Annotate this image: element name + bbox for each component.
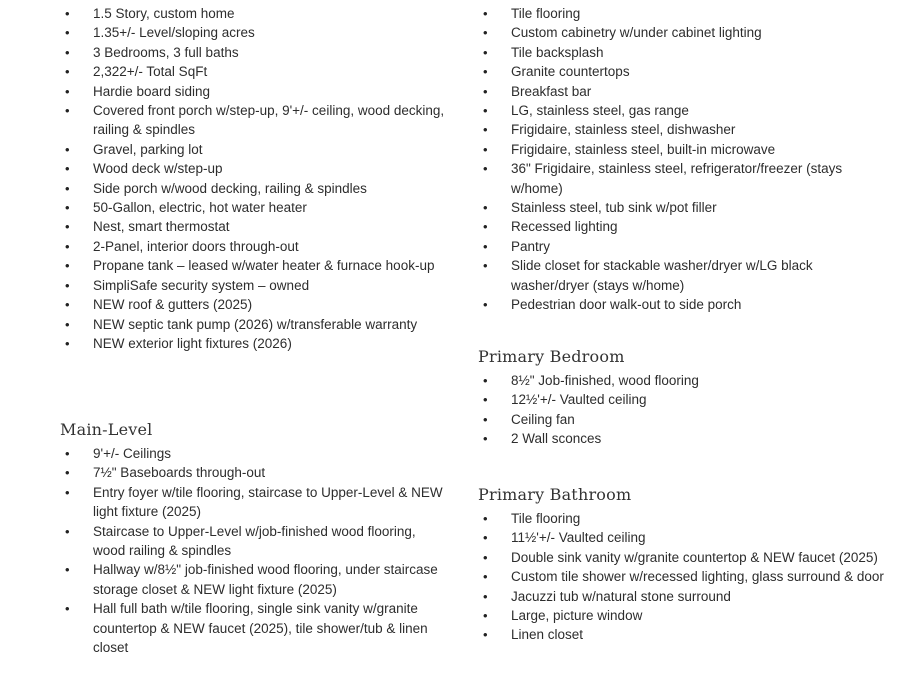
list-item: • 12½'+/- Vaulted ceiling	[478, 390, 893, 409]
list-item: • Stainless steel, tub sink w/pot filler	[478, 198, 893, 217]
list-item: • Side porch w/wood decking, railing & spindles	[60, 179, 445, 198]
list-item: • 11½'+/- Vaulted ceiling	[478, 528, 893, 547]
list-item: • Propane tank – leased w/water heater & furnace hook-up	[60, 256, 445, 275]
exterior-list	[60, 4, 445, 353]
list-item: • Frigidaire, stainless steel, built-in microwave	[478, 140, 893, 159]
list-item: • Custom cabinetry w/under cabinet lighting	[478, 23, 893, 42]
list-item: • Hallway w/8½" job-finished wood flooring, under staircase storage closet & NEW light fixture (2025)	[60, 560, 445, 599]
list-item: • Custom tile shower w/recessed lighting, glass surround & door	[478, 567, 893, 586]
list-item: • Tile flooring	[478, 509, 893, 528]
list-item: • 9'+/- Ceilings	[60, 444, 445, 463]
list-item: • NEW roof & gutters (2025)	[60, 295, 445, 314]
list-item: • Double sink vanity w/granite countertop & NEW faucet (2025)	[478, 548, 893, 567]
list-item: • 7½" Baseboards through-out	[60, 463, 445, 482]
list-item: • Tile flooring	[478, 4, 893, 23]
list-item: • Ceiling fan	[478, 410, 893, 429]
list-item: • NEW septic tank pump (2026) w/transferable warranty	[60, 315, 445, 334]
list-item: • 2 Wall sconces	[478, 429, 893, 448]
list-item: • Slide closet for stackable washer/dryer w/LG black washer/dryer (stays w/home)	[478, 256, 893, 295]
list-item: • 1.5 Story, custom home	[60, 4, 445, 23]
kitchen-list	[478, 4, 893, 315]
list-item: • Large, picture window	[478, 606, 893, 625]
primary-bedroom-heading: Primary Bedroom	[478, 347, 625, 366]
kitchen-section	[478, 4, 893, 315]
main-level-section	[60, 419, 445, 657]
list-item: • 1.35+/- Level/sloping acres	[60, 23, 445, 42]
list-item: • Entry foyer w/tile flooring, staircase to Upper-Level & NEW light fixture (2025)	[60, 483, 445, 522]
list-item: • Hall full bath w/tile flooring, single sink vanity w/granite countertop & NEW faucet (2025), tile shower/tub & linen closet	[60, 599, 445, 657]
exterior-section	[60, 4, 445, 353]
list-item: • Covered front porch w/step-up, 9'+/- ceiling, wood decking, railing & spindles	[60, 101, 445, 140]
list-item: • Tile backsplash	[478, 43, 893, 62]
list-item: • Pedestrian door walk-out to side porch	[478, 295, 893, 314]
list-item: • NEW exterior light fixtures (2026)	[60, 334, 445, 353]
list-item: • Granite countertops	[478, 62, 893, 81]
main-level-list	[60, 444, 445, 657]
list-item: • 50-Gallon, electric, hot water heater	[60, 198, 445, 217]
list-item: • LG, stainless steel, gas range	[478, 101, 893, 120]
list-item: • Breakfast bar	[478, 82, 893, 101]
list-item: • Linen closet	[478, 625, 893, 644]
list-item: • Nest, smart thermostat	[60, 217, 445, 236]
main-level-heading: Main-Level	[60, 420, 153, 439]
list-item: • SimpliSafe security system – owned	[60, 276, 445, 295]
list-item: • Gravel, parking lot	[60, 140, 445, 159]
list-item: • Recessed lighting	[478, 217, 893, 236]
primary-bedroom-list	[478, 371, 893, 449]
list-item: • Jacuzzi tub w/natural stone surround	[478, 587, 893, 606]
list-item: • 3 Bedrooms, 3 full baths	[60, 43, 445, 62]
primary-bathroom-section	[478, 484, 893, 645]
primary-bedroom-section	[478, 346, 893, 449]
list-item: • Staircase to Upper-Level w/job-finished wood flooring, wood railing & spindles	[60, 522, 445, 561]
primary-bathroom-heading: Primary Bathroom	[478, 485, 632, 504]
list-item: • Pantry	[478, 237, 893, 256]
list-item: • Frigidaire, stainless steel, dishwasher	[478, 120, 893, 139]
list-item: • Hardie board siding	[60, 82, 445, 101]
list-item: • 8½" Job-finished, wood flooring	[478, 371, 893, 390]
list-item: • 2,322+/- Total SqFt	[60, 62, 445, 81]
list-item: • Wood deck w/step-up	[60, 159, 445, 178]
list-item: • 36" Frigidaire, stainless steel, refrigerator/freezer (stays w/home)	[478, 159, 893, 198]
list-item: • 2-Panel, interior doors through-out	[60, 237, 445, 256]
primary-bathroom-list	[478, 509, 893, 645]
